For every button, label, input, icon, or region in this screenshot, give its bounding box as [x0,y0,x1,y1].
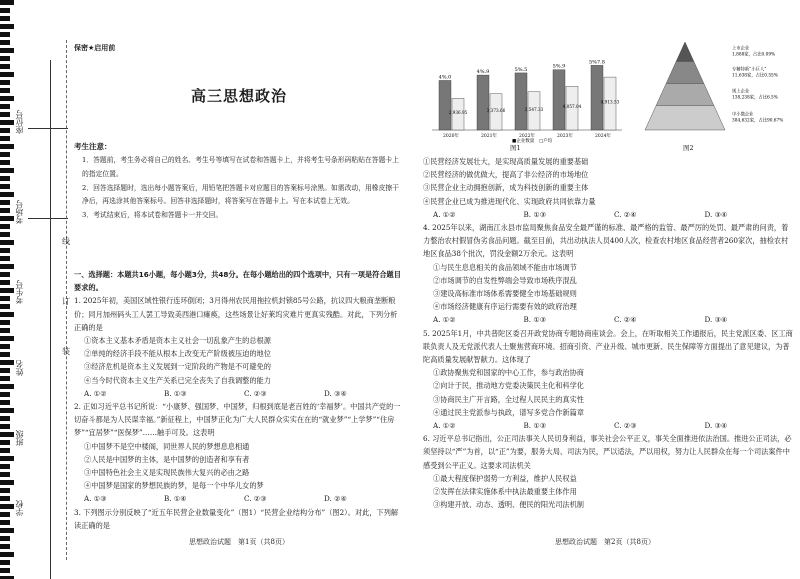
binding-stripe [0,72,14,77]
binding-stripe [0,88,10,93]
notice-heading: 考生注意： [74,142,112,151]
page-footer: 思想政治试题 第1页（共8页） [189,538,289,546]
question-3 [74,506,404,532]
bar-top-label: 5%.5 [514,66,528,73]
pyramid-chart-figure-2 [640,38,795,138]
binding-stripe [0,0,14,5]
x-tick-label: 2021年 [481,134,497,139]
question-4 [423,221,795,327]
pyramid-level-label: 中小微企业 [732,112,754,118]
binding-stripe [0,488,10,493]
pyramid-level [645,105,725,130]
binding-stripe [0,344,10,349]
question-item: ②民营经济的做优做大，提高了非公经济的市场地位 [423,170,589,180]
question-item: ③构建开放、动态、透明、便民的阳光司法机制 [433,500,584,510]
option-b: B. ①④ [164,494,187,504]
binding-stripe [0,392,10,397]
binding-stripe [0,536,10,541]
binding-stripe [0,96,14,101]
option-c: C. ②③ [614,421,637,431]
binding-stripe [0,504,14,509]
option-a: A. ①② [433,315,456,325]
binding-stripe [0,192,14,197]
binding-stripe [0,544,10,549]
question-item: ④当今时代资本主义生产关系已完全丧失了自我调整的能力 [84,375,271,385]
question-1 [74,294,404,400]
binding-stripe [0,280,10,285]
binding-stripe [0,368,10,373]
question-5 [423,327,795,433]
binding-stripe [0,128,10,133]
question-item: ②市场调节的自发性弊端会导致市场秩序混乱 [433,275,577,285]
questions-block [74,268,404,532]
binding-stripe [0,216,14,221]
question-item: ①民营经济发展壮大，是实现高质量发展的重要基础 [423,157,589,166]
binding-stripe [0,528,14,533]
question-item: ③建设高标准市场体系需要健全市场基础规则 [433,289,577,299]
binding-stripe [0,408,14,413]
binding-stripe [0,512,10,517]
bar-mid-label: 3,373.66 [486,107,506,113]
binding-stripe [0,464,10,469]
name-label: 姓名 [15,360,24,376]
bar-enterprises [515,73,527,130]
answer-options [423,313,795,326]
fill-line [28,218,68,219]
binding-strip [0,0,14,579]
binding-stripe [0,24,14,29]
pyramid-level-label: 上市企业 [732,46,750,52]
legend-item: □户均 [539,139,553,144]
bar-top-label: 5%.9 [552,63,566,70]
binding-stripe [0,456,14,461]
option-d: D. ③④ [704,421,728,431]
question-item: ③协商民主广开言路，全过程人民民主的真实性 [433,394,584,404]
binding-stripe [0,360,14,365]
notice-list [82,154,404,223]
notice-item: 2．回答选择题时，选出每小题答案后，用铅笔把答题卡对应题目的答案标号涂黑。如需改动，用橡皮擦干净后，再选涂其他答案标号。回答非选择题时，将答案写在答题卡上。写在本试卷上无效。 [82,183,399,206]
option-b: B. ①③ [523,315,547,325]
bar-mid-label: 4,913.53 [600,99,620,105]
binding-stripe [0,32,10,37]
binding-stripe [0,320,10,325]
x-tick-label: 2024年 [595,134,611,139]
figure-1-caption: 图1 [510,144,521,152]
binding-stripe [0,328,10,333]
option-d: D. ③④ [704,315,728,325]
class-label: 班级 [15,430,24,446]
seat-number-label: 座位号 [15,110,24,134]
seal-word-line: 线 [62,237,70,246]
option-a: A. ①② [84,388,107,398]
candidate-number-label: 考生号 [15,280,24,304]
question-stem: 5. 2025年1月，中共普陀区委召开政党协商专题协商座谈会。会上，在听取相关工作通报后，民主党派区委、区工商联负责人及无党派代表人士聚焦营商环境、招商引资、产业升级、城市更新、民生保障等方面提出了意见建议，为普陀高质量发展献智献力。这体现了 [423,328,793,365]
binding-stripe [0,272,10,277]
option-a: A. ①② [433,421,456,431]
option-b: B. ①③ [523,209,547,219]
school-label: 学校 [15,500,24,516]
page-footer: 思想政治试题 第2页（共8页） [555,538,655,546]
binding-stripe [0,336,14,341]
exam-room-label: 考场号 [15,200,24,224]
question-item: ③民营企业主动拥抱创新，成为科技创新的重要主体 [423,183,589,193]
option-c: C. ②③ [244,388,267,398]
binding-margin [14,0,66,579]
question-item: ①最大程度保护弱势一方利益，维护人民权益 [433,473,577,483]
question-item: ④市场经济健康有序运行需要有效的政府治理 [433,302,577,312]
option-c: C. ②③ [244,494,267,504]
x-tick-label: 2020年 [443,134,459,139]
figure-2-caption: 图2 [683,144,694,152]
question-item: ②向计于民，推动地方党委决策民主化和科学化 [433,381,584,391]
pyramid-level-value: 384,632家，占比90.67% [732,118,784,124]
binding-stripe [0,232,10,237]
option-d: D. ②④ [324,494,347,504]
question-item: ③经济危机是资本主义发展到一定阶段的产物是不可避免的 [84,362,271,372]
question-2 [74,400,404,506]
binding-stripe [0,184,10,189]
pyramid-level [676,42,694,61]
bar-chart-figure-1 [427,40,627,145]
fill-line [28,128,68,129]
binding-stripe [0,48,14,53]
question-stem: 2. 正如习近平总书记所说：“小康梦、强国梦、中国梦，归根到底是老百姓的‘幸福梦’。中国共产党的一切奋斗都是为人民谋幸福。”新征程上，中国梦正化为广大人民群众实实在在的“就业梦”“上学梦”“住房梦”“宜居梦”“医保梦”……触手可及。这表明 [74,402,401,438]
binding-stripe [0,56,10,61]
option-c: C. ②④ [614,315,637,325]
binding-stripe [0,104,10,109]
bar-mid-label: 4,057.04 [562,104,582,110]
binding-stripe [0,416,10,421]
answer-options [423,419,795,432]
bar-top-label: 4%.0 [438,74,452,81]
legend-item: ■企业数量 [512,139,535,144]
binding-stripe [0,560,10,565]
binding-stripe [0,448,10,453]
option-a: A. ①③ [84,494,107,504]
question-stem: 6. 习近平总书记指出，公正司法事关人民切身利益，事关社会公平正义，事关全面推进依法治国。推进公正司法，必须坚持以“严”为首，以“正”为要，服务大局、司法为民，严以适法，严以用权，努力让人民群众在每一个司法案件中感受到公平正义。这要求司法机关 [423,434,792,470]
question-item: ③中国特色社会主义是实现民族伟大复兴的必由之路 [84,468,250,478]
pyramid-level [656,83,714,105]
bar-enterprises [439,80,451,130]
question-stem: 4. 2025年以来，湖南江永县市监局聚焦食品安全最严谨的标准、最严格的监管、最严厉的处罚、最严肃的问责，着力整治农村假冒伪劣食品问题。截至目前，共出动执法人员400人次，检查农村地区食品经营者260家次，抽检农村地区食品38个批次，罚没金额2万余元。这表明 [423,223,789,259]
page-1 [74,0,404,579]
bar-enterprises [553,70,565,130]
binding-stripe [0,80,10,85]
binding-stripe [0,64,10,69]
binding-stripe [0,248,10,253]
option-b: B. ①③ [523,421,547,431]
question-item: ①与民生息息相关的食品领域不能由市场调节 [433,262,577,272]
option-c: C. ②④ [614,209,637,219]
binding-stripe [0,160,10,165]
bar-top-label: 5%7.8 [589,59,605,66]
binding-stripe [0,176,10,181]
binding-stripe [0,256,10,261]
answer-options [74,387,404,400]
pyramid-level [666,61,704,83]
pyramid-level-label: 专精特新“小巨人” [732,67,767,73]
option-a: A. ①② [433,209,456,219]
binding-stripe [0,440,10,445]
binding-stripe [0,400,10,405]
binding-stripe [0,144,14,149]
bar-mid-label: 3,547.33 [524,106,544,112]
binding-stripe [0,224,10,229]
binding-stripe [0,136,10,141]
notice-item: 1．答题前，考生务必将自己的姓名、考生号等填写在试卷和答题卡上，并将考生号条形码粘贴在答题卡上的指定位置。 [82,156,399,178]
bar-enterprises [477,75,489,130]
binding-stripe [0,312,14,317]
question-item: ④中国梦是国家的梦想民族的梦，是每一个中华儿女的梦 [84,481,264,491]
binding-stripe [0,208,10,213]
option-b: B. ①③ [164,388,187,398]
binding-stripe [0,152,10,157]
binding-stripe [0,288,14,293]
binding-stripe [0,472,10,477]
page-2-content [423,155,795,511]
answer-options [74,492,404,505]
binding-stripe [0,432,14,437]
question-item: ①资本主义基本矛盾是资本主义社会一切乱象产生的总根源 [84,336,271,346]
page-title: 高三思想政治 [190,87,287,105]
binding-stripe [0,296,10,301]
option-d: D. ③④ [704,209,728,219]
secret-mark: 保密★启用前 [74,44,116,52]
bar-enterprises [591,65,603,130]
x-tick-label: 2022年 [519,134,535,139]
binding-stripe [0,168,14,173]
binding-stripe [0,376,10,381]
binding-stripe [0,240,14,245]
question-item: ①中国梦不是空中楼阁，同世界人民的梦想息息相通 [84,441,250,451]
bar-top-label: 4%.9 [476,69,490,76]
binding-stripe [0,384,14,389]
question-item: ②发挥在法律实施体系中执法最重要主体作用 [433,487,577,497]
binding-stripe [0,200,10,205]
binding-stripe [0,496,10,501]
binding-stripe [0,112,10,117]
binding-stripe [0,520,10,525]
binding-stripe [0,120,14,125]
seal-word-pack: 装 [62,347,70,356]
question-6 [423,432,795,511]
question-item: ④通过民主党派参与执政，谱写多党合作新篇章 [433,407,584,417]
seal-word-bind: 订 [62,297,70,306]
pyramid-level-label: 规上企业 [732,89,750,95]
binding-stripe [0,264,14,269]
bar-mid-label: 2,936.95 [448,110,468,116]
pyramid-level-value: 11,638家，占比0.55% [732,73,778,79]
question-stem: 3. 下列图示分别反映了“近五年民营企业数量变化”（图1）“民营企业结构分布”（图2）。对此，下列解读正确的是 [74,507,399,530]
binding-stripe [0,40,10,45]
pyramid-level-value: 1,888家，占比0.09% [732,52,776,58]
question-item: ②人民是中国梦的主体，是中国梦的创造者和享有者 [84,454,250,464]
binding-stripe [0,552,14,557]
binding-stripe [0,16,10,21]
question-item: ②单纯的经济手段不能从根本上改变无产阶级被压迫的地位 [84,349,271,359]
question-item: ④民营企业已成为推进现代化、实现政府共同依靠力量 [423,196,596,206]
x-tick-label: 2023年 [557,134,573,139]
answer-options [423,208,795,221]
binding-stripe [0,480,14,485]
option-d: D. ③④ [324,388,347,398]
section-heading: 一、选择题：本题共16小题，每小题3分，共48分。在每小题给出的四个选项中，只有一项是符合题目要求的。 [74,270,401,293]
binding-stripe [0,568,10,573]
binding-vertical-line [50,60,51,579]
binding-stripe [0,304,10,309]
pyramid-level-value: 138,238家，占比6.5% [732,95,778,101]
question-item: ①政协聚焦党和国家的中心工作，参与政治协商 [433,368,584,378]
binding-stripe [0,352,10,357]
notice-item: 3．考试结束后，将本试卷和答题卡一并交回。 [82,211,223,220]
binding-stripe [0,424,10,429]
page-2 [415,0,795,579]
binding-stripe [0,8,10,13]
question-stem: 1. 2025年初，美国区域性银行连环倒闭；3月得州农民用拖拉机封锁85号公路，抗议四大粮商垄断粮价；同月加州码头工人罢工导致美西港口瘫痪，这些场景让好莱坞灾难片更真实残酷。对此，下列分析正确的是 [74,296,398,332]
